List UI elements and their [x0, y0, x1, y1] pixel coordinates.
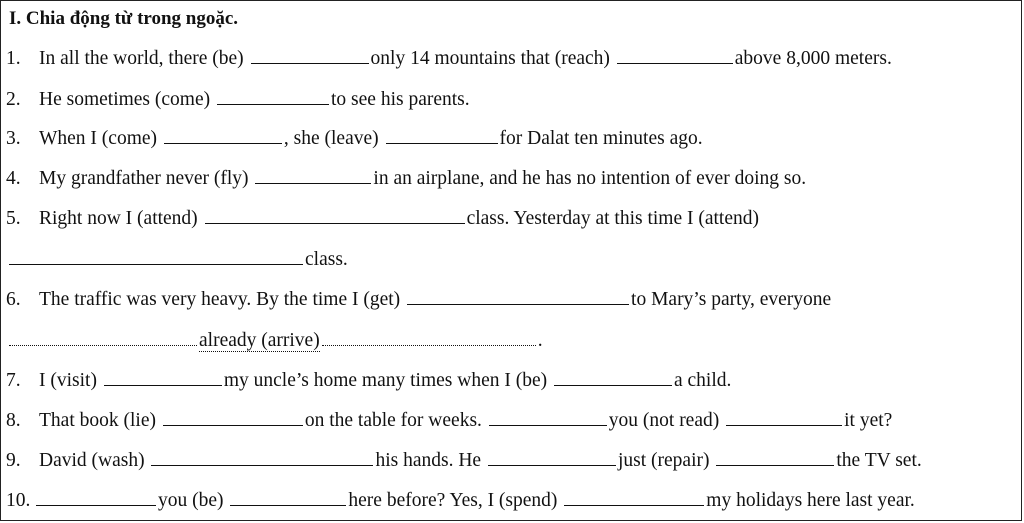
- exercise-item-5-continued: [9, 245, 348, 275]
- item-text: a child.: [674, 370, 732, 391]
- item-number: 10.: [6, 490, 31, 511]
- answer-blank[interactable]: [9, 330, 197, 346]
- item-text: in an airplane, and he has no intention of ever doing so.: [373, 168, 807, 189]
- item-text: my uncle’s home many times when I (be): [223, 370, 552, 391]
- answer-blank[interactable]: [36, 490, 156, 506]
- exercise-item-9: [6, 446, 922, 476]
- section-title: [9, 4, 238, 34]
- item-number: 5.: [6, 208, 21, 229]
- item-text: already (arrive): [199, 330, 320, 351]
- item-number: 1.: [6, 48, 21, 69]
- item-text: his hands. He: [375, 450, 486, 471]
- exercise-item-8: [6, 406, 892, 436]
- item-text: just (repair): [617, 450, 715, 471]
- answer-blank[interactable]: [205, 208, 465, 224]
- item-number: 6.: [6, 289, 21, 310]
- item-text: David (wash): [39, 450, 150, 471]
- item-text: you (not read): [608, 410, 725, 431]
- item-number: 8.: [6, 410, 21, 431]
- answer-blank[interactable]: [104, 370, 222, 386]
- item-text: the TV set.: [836, 450, 922, 471]
- answer-blank[interactable]: [488, 450, 616, 466]
- answer-blank[interactable]: [617, 48, 733, 64]
- exercise-item-6: [6, 285, 831, 315]
- answer-blank[interactable]: [151, 450, 373, 466]
- item-text: My grandfather never (fly): [39, 168, 254, 189]
- exercise-item-4: [6, 164, 806, 194]
- exercise-item-10: [6, 486, 915, 516]
- answer-blank[interactable]: [217, 89, 329, 105]
- answer-blank[interactable]: [163, 410, 303, 426]
- answer-blank[interactable]: [255, 168, 371, 184]
- item-number: 4.: [6, 168, 21, 189]
- item-text: for Dalat ten minutes ago.: [499, 128, 703, 149]
- answer-blank[interactable]: [489, 410, 607, 426]
- item-number: 3.: [6, 128, 21, 149]
- item-text: I (visit): [39, 370, 102, 391]
- item-text: That book (lie): [39, 410, 161, 431]
- answer-blank[interactable]: [251, 48, 369, 64]
- item-text: class.: [305, 249, 348, 270]
- answer-blank[interactable]: [716, 450, 834, 466]
- item-number: 7.: [6, 370, 21, 391]
- item-text: class. Yesterday at this time I (attend): [466, 208, 759, 229]
- item-text: you (be): [158, 490, 229, 511]
- exercise-item-3: [6, 124, 703, 154]
- item-text: to see his parents.: [331, 89, 470, 110]
- exercise-item-1: [6, 44, 892, 74]
- exercise-item-6-continued: [9, 326, 543, 356]
- answer-blank[interactable]: [230, 490, 346, 506]
- answer-blank[interactable]: [164, 128, 282, 144]
- item-text: , she (leave): [283, 128, 384, 149]
- item-text: Right now I (attend): [39, 208, 203, 229]
- exercise-item-2: [6, 85, 470, 115]
- item-text: .: [537, 330, 543, 351]
- answer-blank[interactable]: [386, 128, 498, 144]
- item-text: When I (come): [39, 128, 162, 149]
- item-text: In all the world, there (be): [39, 48, 249, 69]
- answer-blank[interactable]: [554, 370, 672, 386]
- item-text: my holidays here last year.: [706, 490, 915, 511]
- exercise-item-7: [6, 366, 731, 396]
- item-text: here before? Yes, I (spend): [348, 490, 563, 511]
- item-text: it yet?: [844, 410, 893, 431]
- item-number: 2.: [6, 89, 21, 110]
- answer-blank[interactable]: [564, 490, 704, 506]
- item-text: He sometimes (come): [39, 89, 215, 110]
- item-text: on the table for weeks.: [304, 410, 487, 431]
- item-text: only 14 mountains that (reach): [370, 48, 615, 69]
- answer-blank[interactable]: [407, 289, 629, 305]
- item-text: The traffic was very heavy. By the time I (get): [39, 289, 406, 310]
- item-number: 9.: [6, 450, 21, 471]
- item-text: above 8,000 meters.: [734, 48, 892, 69]
- answer-blank[interactable]: [9, 249, 303, 265]
- answer-blank[interactable]: [322, 330, 536, 346]
- section-title-text: I. Chia động từ trong ngoặc.: [9, 8, 239, 29]
- answer-blank[interactable]: [726, 410, 842, 426]
- item-text: to Mary’s party, everyone: [631, 289, 832, 310]
- exercise-item-5: [6, 204, 759, 234]
